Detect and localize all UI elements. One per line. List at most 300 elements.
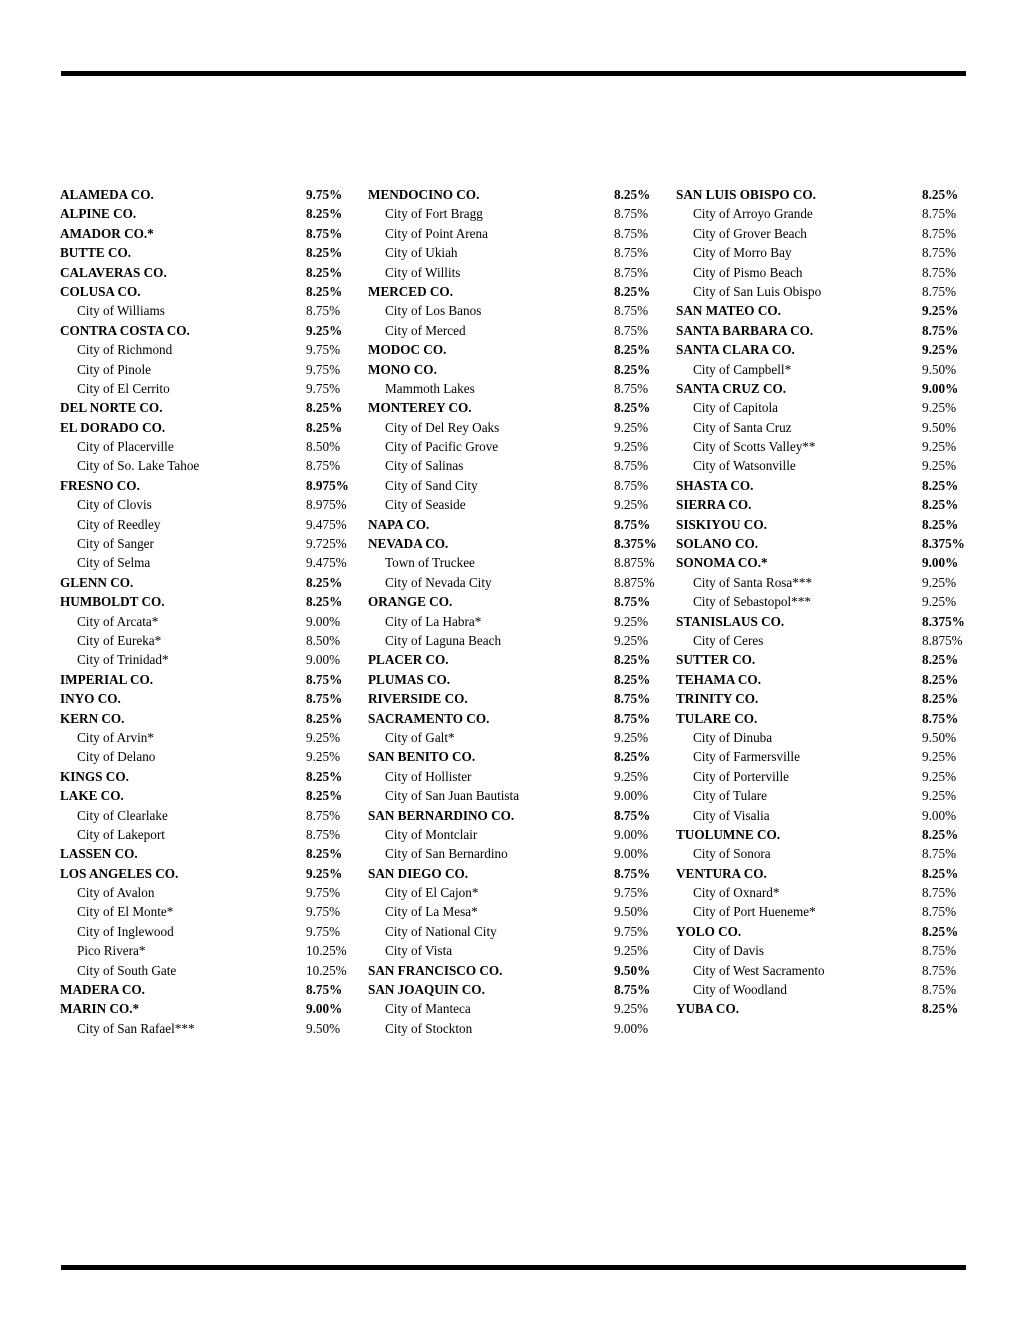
tax-rate: 9.25% bbox=[614, 768, 649, 784]
county-name: SAN MATEO CO. bbox=[676, 303, 781, 319]
city-name: City of Stockton bbox=[385, 1020, 473, 1036]
city-row bbox=[60, 922, 355, 941]
county-name: VENTURA CO. bbox=[676, 865, 767, 881]
tax-rate: 8.975% bbox=[306, 497, 347, 513]
city-row bbox=[676, 844, 971, 863]
county-row bbox=[676, 301, 971, 320]
county-row bbox=[60, 670, 355, 689]
county-row bbox=[60, 398, 355, 417]
city-name: City of Del Rey Oaks bbox=[385, 419, 500, 435]
tax-rate: 8.25% bbox=[922, 652, 959, 668]
city-name: City of Selma bbox=[77, 555, 151, 571]
county-name: STANISLAUS CO. bbox=[676, 613, 785, 629]
county-name: HUMBOLDT CO. bbox=[60, 594, 165, 610]
city-name: City of Pismo Beach bbox=[693, 264, 803, 280]
county-name: SUTTER CO. bbox=[676, 652, 756, 668]
county-name: MARIN CO.* bbox=[60, 1001, 140, 1017]
city-name: City of El Cerrito bbox=[77, 380, 170, 396]
tax-rate: 9.00% bbox=[614, 788, 649, 804]
city-name: City of Grover Beach bbox=[693, 225, 807, 241]
tax-rate: 8.75% bbox=[922, 846, 957, 862]
county-name: SANTA CLARA CO. bbox=[676, 342, 795, 358]
county-name: ALPINE CO. bbox=[60, 206, 137, 222]
county-name: RIVERSIDE CO. bbox=[368, 691, 468, 707]
tax-rate: 8.25% bbox=[306, 846, 343, 862]
tax-rate: 9.75% bbox=[614, 923, 649, 939]
tax-rate: 8.875% bbox=[922, 632, 963, 648]
tax-rate: 8.75% bbox=[614, 245, 649, 261]
city-name: City of San Juan Bautista bbox=[385, 788, 520, 804]
city-name: City of Galt* bbox=[385, 729, 455, 745]
city-row bbox=[368, 941, 663, 960]
city-row bbox=[60, 747, 355, 766]
tax-rate: 8.25% bbox=[614, 342, 651, 358]
city-row bbox=[368, 767, 663, 786]
tax-rate: 8.75% bbox=[306, 826, 341, 842]
county-name: SAN FRANCISCO CO. bbox=[368, 962, 503, 978]
city-row bbox=[676, 980, 971, 999]
city-row bbox=[676, 728, 971, 747]
county-name: PLUMAS CO. bbox=[368, 671, 451, 687]
county-name: KERN CO. bbox=[60, 710, 125, 726]
city-row bbox=[368, 902, 663, 921]
tax-rate: 8.75% bbox=[922, 283, 957, 299]
tax-rate: 8.75% bbox=[922, 962, 957, 978]
tax-rate: 9.75% bbox=[306, 342, 341, 358]
city-row bbox=[368, 631, 663, 650]
city-row bbox=[676, 961, 971, 980]
county-row bbox=[676, 864, 971, 883]
county-name: TEHAMA CO. bbox=[676, 671, 761, 687]
county-row bbox=[676, 476, 971, 495]
county-row bbox=[60, 224, 355, 243]
bottom-rule bbox=[61, 1265, 966, 1270]
tax-rate: 9.75% bbox=[306, 187, 343, 202]
county-row bbox=[60, 185, 355, 204]
city-name: City of El Cajon* bbox=[385, 885, 479, 901]
city-row bbox=[60, 360, 355, 379]
tax-rate: 10.25% bbox=[306, 962, 347, 978]
city-name: City of Sebastopol*** bbox=[693, 594, 811, 610]
county-row bbox=[676, 650, 971, 669]
city-row bbox=[676, 243, 971, 262]
city-name: City of Clearlake bbox=[77, 807, 168, 823]
city-row bbox=[676, 786, 971, 805]
county-row bbox=[368, 650, 663, 669]
tax-rate: 9.475% bbox=[306, 555, 347, 571]
city-name: Pico Rivera* bbox=[77, 943, 146, 959]
county-name: SANTA CRUZ CO. bbox=[676, 380, 787, 396]
city-name: City of South Gate bbox=[77, 962, 177, 978]
tax-rate: 8.25% bbox=[614, 361, 651, 377]
county-row bbox=[368, 980, 663, 999]
rate-column-2 bbox=[368, 185, 663, 1038]
tax-rate: 8.25% bbox=[306, 264, 343, 280]
tax-rate: 8.75% bbox=[922, 885, 957, 901]
city-name: City of Placerville bbox=[77, 439, 174, 455]
tax-rate: 9.50% bbox=[614, 962, 651, 978]
city-row bbox=[60, 456, 355, 475]
tax-rate: 9.25% bbox=[922, 303, 959, 319]
county-name: CALAVERAS CO. bbox=[60, 264, 167, 280]
tax-rate: 8.75% bbox=[614, 303, 649, 319]
county-name: TRINITY CO. bbox=[676, 691, 759, 707]
county-row bbox=[368, 592, 663, 611]
city-row bbox=[368, 612, 663, 631]
county-row bbox=[60, 204, 355, 223]
tax-rate: 8.75% bbox=[614, 225, 649, 241]
tax-rate: 9.725% bbox=[306, 536, 347, 552]
county-row bbox=[368, 360, 663, 379]
tax-rate: 8.25% bbox=[922, 826, 959, 842]
city-row bbox=[368, 922, 663, 941]
city-row bbox=[60, 515, 355, 534]
city-row bbox=[368, 999, 663, 1018]
city-row bbox=[368, 263, 663, 282]
city-name: City of So. Lake Tahoe bbox=[77, 458, 200, 474]
tax-rate: 8.25% bbox=[922, 691, 959, 707]
city-row bbox=[60, 612, 355, 631]
county-name: AMADOR CO.* bbox=[60, 225, 154, 241]
county-name: SAN DIEGO CO. bbox=[368, 865, 469, 881]
county-row bbox=[676, 534, 971, 553]
city-row bbox=[60, 495, 355, 514]
city-row bbox=[368, 476, 663, 495]
city-name: City of Lakeport bbox=[77, 826, 165, 842]
tax-rate: 8.75% bbox=[306, 671, 343, 687]
city-name: City of Pinole bbox=[77, 361, 151, 377]
city-name: City of Sonora bbox=[693, 846, 771, 862]
tax-rate: 8.25% bbox=[614, 400, 651, 416]
tax-rate: 9.50% bbox=[922, 729, 957, 745]
county-name: DEL NORTE CO. bbox=[60, 400, 163, 416]
tax-rate: 9.00% bbox=[922, 380, 959, 396]
tax-rate: 8.75% bbox=[922, 322, 959, 338]
tax-rate: 9.25% bbox=[922, 768, 957, 784]
city-row bbox=[368, 301, 663, 320]
tax-rate: 8.25% bbox=[922, 497, 959, 513]
tax-rate: 8.25% bbox=[614, 652, 651, 668]
tax-rate: 9.50% bbox=[922, 361, 957, 377]
city-name: City of Santa Rosa*** bbox=[693, 574, 813, 590]
county-row bbox=[60, 689, 355, 708]
city-name: City of Arroyo Grande bbox=[693, 206, 813, 222]
tax-rate: 8.875% bbox=[614, 555, 655, 571]
county-name: ALAMEDA CO. bbox=[60, 187, 154, 202]
county-name: LAKE CO. bbox=[60, 788, 124, 804]
county-name: SISKIYOU CO. bbox=[676, 516, 767, 532]
city-row bbox=[676, 747, 971, 766]
tax-rate: 8.75% bbox=[922, 943, 957, 959]
tax-rate: 9.25% bbox=[306, 729, 341, 745]
county-row bbox=[60, 980, 355, 999]
city-name: City of San Bernardino bbox=[385, 846, 508, 862]
county-name: MODOC CO. bbox=[368, 342, 447, 358]
city-row bbox=[60, 728, 355, 747]
city-row bbox=[676, 883, 971, 902]
tax-rate: 8.75% bbox=[306, 303, 341, 319]
city-name: City of Merced bbox=[385, 322, 466, 338]
county-row bbox=[368, 670, 663, 689]
tax-rate: 9.25% bbox=[614, 613, 649, 629]
county-row bbox=[60, 709, 355, 728]
city-row bbox=[60, 941, 355, 960]
county-row bbox=[60, 786, 355, 805]
tax-rate: 8.75% bbox=[306, 458, 341, 474]
county-row bbox=[676, 340, 971, 359]
tax-rate: 9.50% bbox=[922, 419, 957, 435]
county-row bbox=[60, 282, 355, 301]
county-row bbox=[60, 321, 355, 340]
tax-rate: 8.25% bbox=[614, 671, 651, 687]
county-row bbox=[676, 999, 971, 1018]
city-name: City of Davis bbox=[693, 943, 765, 959]
city-name: City of La Habra* bbox=[385, 613, 482, 629]
tax-rate: 9.50% bbox=[306, 1020, 341, 1036]
tax-rate: 8.75% bbox=[922, 245, 957, 261]
tax-rate: 9.25% bbox=[922, 788, 957, 804]
county-name: SAN JOAQUIN CO. bbox=[368, 982, 485, 998]
tax-rate: 9.25% bbox=[614, 1001, 649, 1017]
tax-rate: 8.75% bbox=[922, 225, 957, 241]
county-row bbox=[368, 747, 663, 766]
county-row bbox=[60, 999, 355, 1018]
tax-rate: 9.25% bbox=[922, 574, 957, 590]
tax-rate: 8.25% bbox=[306, 400, 343, 416]
county-name: SACRAMENTO CO. bbox=[368, 710, 490, 726]
city-name: City of Pacific Grove bbox=[385, 439, 499, 455]
city-name: City of Arcata* bbox=[77, 613, 159, 629]
city-row bbox=[676, 263, 971, 282]
county-row bbox=[60, 844, 355, 863]
city-row bbox=[60, 902, 355, 921]
county-row bbox=[368, 864, 663, 883]
tax-rate: 9.25% bbox=[614, 497, 649, 513]
city-row bbox=[676, 418, 971, 437]
city-name: City of Sand City bbox=[385, 477, 478, 493]
city-name: City of El Monte* bbox=[77, 904, 174, 920]
tax-rate: 8.75% bbox=[614, 691, 651, 707]
city-name: City of Watsonville bbox=[693, 458, 796, 474]
city-name: City of La Mesa* bbox=[385, 904, 478, 920]
tax-rate: 8.75% bbox=[922, 904, 957, 920]
city-row bbox=[60, 883, 355, 902]
rate-column-3 bbox=[676, 185, 971, 1019]
tax-rate: 8.75% bbox=[614, 477, 649, 493]
county-name: COLUSA CO. bbox=[60, 283, 141, 299]
city-name: City of Point Arena bbox=[385, 225, 488, 241]
tax-rate: 8.75% bbox=[614, 516, 651, 532]
county-name: MONO CO. bbox=[368, 361, 437, 377]
tax-rate: 8.75% bbox=[306, 807, 341, 823]
tax-rate: 9.25% bbox=[922, 749, 957, 765]
tax-rate: 8.25% bbox=[306, 283, 343, 299]
county-name: SHASTA CO. bbox=[676, 477, 754, 493]
city-name: City of Inglewood bbox=[77, 923, 174, 939]
tax-rate: 9.00% bbox=[614, 1020, 649, 1036]
county-row bbox=[60, 573, 355, 592]
tax-rate: 8.25% bbox=[306, 574, 343, 590]
tax-rate: 8.75% bbox=[922, 982, 957, 998]
tax-rate: 8.25% bbox=[306, 245, 343, 261]
county-row bbox=[368, 515, 663, 534]
tax-rate: 9.25% bbox=[922, 594, 957, 610]
city-row bbox=[676, 592, 971, 611]
tax-rate: 8.375% bbox=[922, 536, 965, 552]
county-name: SOLANO CO. bbox=[676, 536, 759, 552]
city-row bbox=[60, 437, 355, 456]
city-name: City of Visalia bbox=[693, 807, 770, 823]
city-name: City of Dinuba bbox=[693, 729, 773, 745]
county-name: TUOLUMNE CO. bbox=[676, 826, 781, 842]
tax-rate: 9.25% bbox=[614, 419, 649, 435]
city-name: City of Woodland bbox=[693, 982, 787, 998]
tax-rate: 9.00% bbox=[922, 807, 957, 823]
tax-rate: 8.25% bbox=[306, 768, 343, 784]
tax-rate: 9.75% bbox=[306, 904, 341, 920]
tax-rate: 8.975% bbox=[306, 477, 349, 493]
city-row bbox=[368, 883, 663, 902]
county-row bbox=[60, 476, 355, 495]
tax-rate: 9.50% bbox=[614, 904, 649, 920]
city-row bbox=[60, 553, 355, 572]
city-row bbox=[676, 573, 971, 592]
city-row bbox=[368, 437, 663, 456]
county-name: MADERA CO. bbox=[60, 982, 145, 998]
county-row bbox=[368, 709, 663, 728]
tax-rate: 8.25% bbox=[922, 923, 959, 939]
county-name: KINGS CO. bbox=[60, 768, 129, 784]
county-name: SIERRA CO. bbox=[676, 497, 752, 513]
county-name: INYO CO. bbox=[60, 691, 121, 707]
tax-rate: 8.75% bbox=[306, 982, 343, 998]
city-row bbox=[60, 650, 355, 669]
city-name: City of Ukiah bbox=[385, 245, 458, 261]
tax-rate: 8.25% bbox=[614, 187, 651, 202]
city-name: City of Farmersville bbox=[693, 749, 800, 765]
tax-rate: 9.75% bbox=[306, 923, 341, 939]
city-row bbox=[676, 902, 971, 921]
city-row bbox=[60, 1019, 355, 1038]
city-name: City of Oxnard* bbox=[693, 885, 780, 901]
tax-rate: 8.75% bbox=[614, 458, 649, 474]
county-row bbox=[676, 825, 971, 844]
city-name: City of Tulare bbox=[693, 788, 768, 804]
city-row bbox=[368, 1019, 663, 1038]
top-rule bbox=[61, 71, 966, 76]
city-name: City of Port Hueneme* bbox=[693, 904, 816, 920]
city-name: City of Porterville bbox=[693, 768, 789, 784]
tax-rate: 9.25% bbox=[922, 400, 957, 416]
city-name: Mammoth Lakes bbox=[385, 380, 475, 396]
city-row bbox=[60, 961, 355, 980]
tax-rate: 8.75% bbox=[614, 206, 649, 222]
county-name: LASSEN CO. bbox=[60, 846, 138, 862]
tax-rate: 9.75% bbox=[306, 361, 341, 377]
county-name: ORANGE CO. bbox=[368, 594, 453, 610]
tax-rate: 9.25% bbox=[922, 342, 959, 358]
city-name: City of Scotts Valley** bbox=[693, 439, 816, 455]
city-name: City of National City bbox=[385, 923, 497, 939]
city-row bbox=[676, 437, 971, 456]
tax-rate: 8.25% bbox=[306, 419, 343, 435]
tax-rate: 8.75% bbox=[306, 691, 343, 707]
county-row bbox=[676, 379, 971, 398]
city-row bbox=[368, 553, 663, 572]
city-row bbox=[676, 282, 971, 301]
county-row bbox=[368, 806, 663, 825]
city-row bbox=[60, 825, 355, 844]
tax-rate: 8.75% bbox=[614, 264, 649, 280]
city-row bbox=[676, 941, 971, 960]
tax-rate: 8.25% bbox=[306, 788, 343, 804]
county-row bbox=[676, 922, 971, 941]
city-row bbox=[60, 379, 355, 398]
tax-rate: 8.375% bbox=[614, 536, 657, 552]
county-name: FRESNO CO. bbox=[60, 477, 140, 493]
tax-rate: 9.25% bbox=[922, 439, 957, 455]
city-name: City of Ceres bbox=[693, 632, 764, 648]
county-row bbox=[60, 243, 355, 262]
city-name: City of Sanger bbox=[77, 536, 154, 552]
city-name: City of Capitola bbox=[693, 400, 778, 416]
city-name: Town of Truckee bbox=[385, 555, 475, 571]
county-row bbox=[368, 282, 663, 301]
tax-rate: 9.75% bbox=[614, 885, 649, 901]
city-row bbox=[676, 204, 971, 223]
tax-rate: 8.25% bbox=[306, 710, 343, 726]
tax-rate: 8.875% bbox=[614, 574, 655, 590]
tax-rate: 9.25% bbox=[306, 322, 343, 338]
county-row bbox=[60, 864, 355, 883]
city-name: City of Delano bbox=[77, 749, 156, 765]
city-row bbox=[676, 224, 971, 243]
county-row bbox=[368, 534, 663, 553]
tax-rate: 9.00% bbox=[306, 652, 341, 668]
county-name: NAPA CO. bbox=[368, 516, 430, 532]
city-name: City of San Rafael*** bbox=[77, 1020, 195, 1036]
city-name: City of Campbell* bbox=[693, 361, 792, 377]
county-row bbox=[368, 398, 663, 417]
county-name: GLENN CO. bbox=[60, 574, 134, 590]
city-row bbox=[676, 631, 971, 650]
county-name: SONOMA CO.* bbox=[676, 555, 768, 571]
city-row bbox=[676, 767, 971, 786]
county-name: YUBA CO. bbox=[676, 1001, 740, 1017]
tax-rate: 9.25% bbox=[306, 749, 341, 765]
county-name: SAN BENITO CO. bbox=[368, 749, 476, 765]
county-row bbox=[60, 767, 355, 786]
tax-rate: 9.00% bbox=[614, 846, 649, 862]
city-row bbox=[368, 573, 663, 592]
tax-rate: 8.25% bbox=[922, 865, 959, 881]
city-row bbox=[368, 786, 663, 805]
city-name: City of Trinidad* bbox=[77, 652, 169, 668]
county-row bbox=[368, 340, 663, 359]
tax-rate: 9.25% bbox=[306, 865, 343, 881]
county-row bbox=[368, 961, 663, 980]
county-row bbox=[60, 418, 355, 437]
tax-rate: 9.75% bbox=[306, 380, 341, 396]
city-name: City of Vista bbox=[385, 943, 453, 959]
tax-rate: 8.25% bbox=[614, 283, 651, 299]
city-row bbox=[60, 806, 355, 825]
city-row bbox=[60, 534, 355, 553]
city-name: City of Reedley bbox=[77, 516, 161, 532]
tax-rate: 8.75% bbox=[614, 322, 649, 338]
tax-rate: 8.25% bbox=[922, 516, 959, 532]
tax-rate: 8.75% bbox=[614, 594, 651, 610]
